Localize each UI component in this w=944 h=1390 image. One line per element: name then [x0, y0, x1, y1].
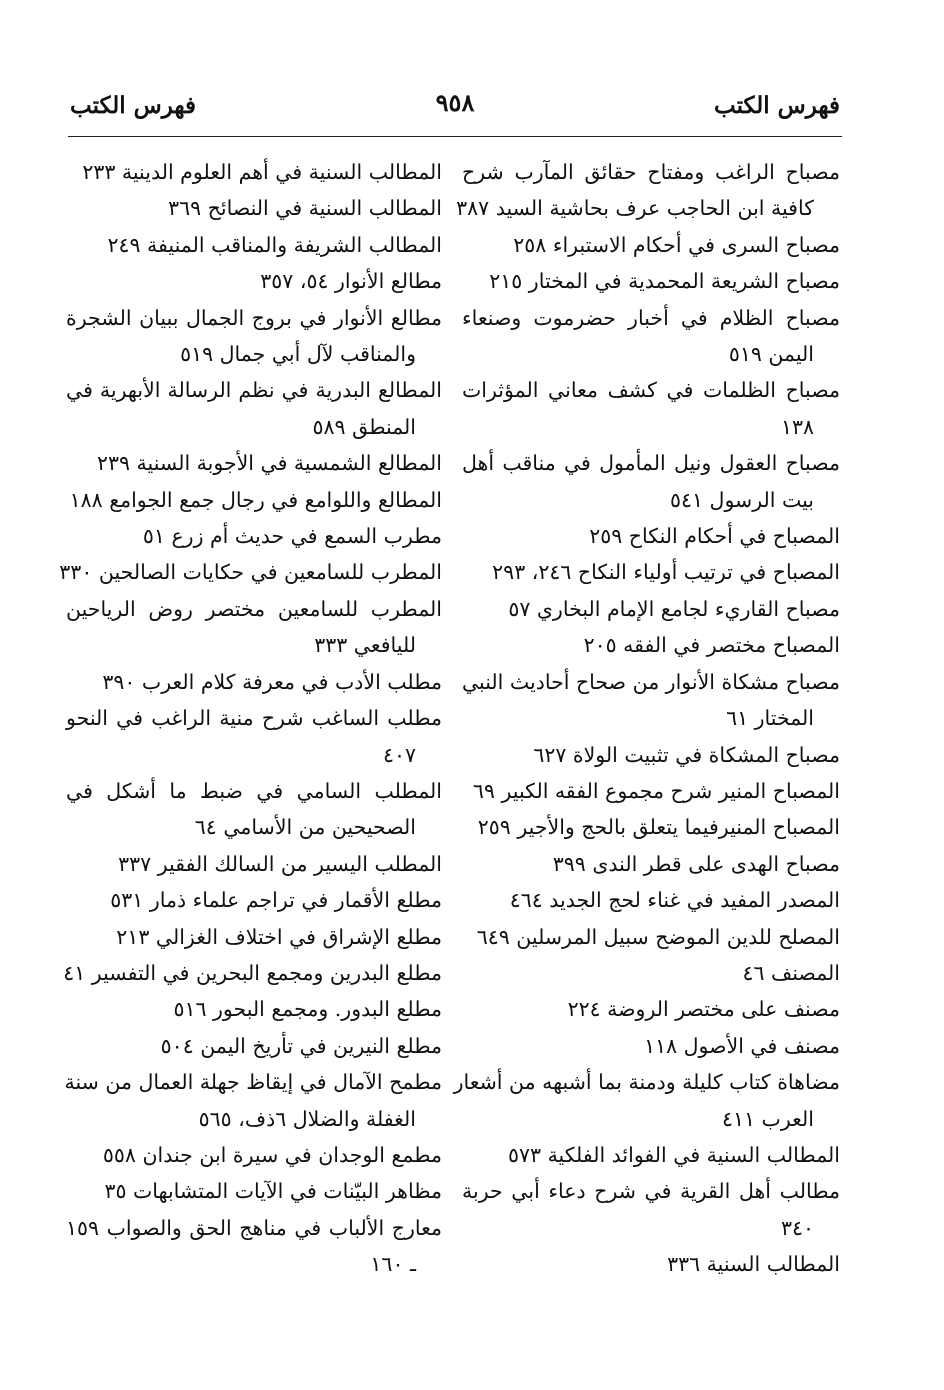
entry-title-line: مطلع البدور. ومجمع البحور ٥١٦ [173, 997, 442, 1022]
index-entry [462, 919, 840, 955]
index-entry [66, 372, 442, 445]
entry-title-line: مطلع الإشراق في اختلاف الغزالي ٢١٣ [116, 924, 442, 949]
entry-title-line: مطلب الأدب في معرفة كلام العرب ٣٩٠ [102, 669, 442, 694]
index-entry [462, 372, 840, 445]
index-entry [462, 882, 840, 918]
entry-title-line: مطالع الأنوار ٥٤، ٣٥٧ [260, 269, 442, 294]
index-entry [462, 991, 840, 1027]
index-entry [66, 482, 442, 518]
index-column-left [59, 154, 442, 1283]
index-entry [453, 1064, 840, 1137]
entry-title-line: مطرب السمع في حديث أم زرع ٥١ [142, 524, 442, 549]
entry-continuation-line: والمناقب لآل أبي جمال ٥١٩ [180, 342, 416, 367]
index-entry [462, 773, 840, 809]
index-entry [462, 263, 840, 299]
entry-title-line: المطرب للسامعين في حكايات الصالحين ٣٣٠ [59, 560, 442, 585]
entry-title-line: مصباح مشكاة الأنوار من صحاح أحاديث النبي [461, 669, 840, 694]
entry-title-line: مطالع الأنوار في بروج الجمال ببيان الشجرة [66, 305, 442, 330]
header-rule [68, 136, 842, 137]
entry-continuation-line: بيت الرسول ٥٤١ [669, 487, 814, 512]
index-entry [63, 955, 442, 991]
index-entry [66, 773, 442, 846]
index-entry [66, 518, 442, 554]
index-entry [66, 591, 442, 664]
index-entry [66, 1173, 442, 1209]
entry-title-line: مصباح الراغب ومفتاح حقائق المآرب شرح [462, 160, 840, 184]
index-entry [66, 263, 442, 299]
entry-title-line: المطالع واللوامع في رجال جمع الجوامع ١٨٨ [69, 487, 442, 512]
index-entry [66, 882, 442, 918]
index-entry [66, 664, 442, 700]
index-entry [66, 1210, 442, 1283]
entry-continuation-line: كافية ابن الحاجب عرف بحاشية السيد ٣٨٧ [456, 196, 814, 221]
index-entry [66, 1028, 442, 1064]
index-entry [462, 518, 840, 554]
entry-continuation-line: الغفلة والضلال ٦ذف، ٥٦٥ [198, 1106, 416, 1131]
entry-title-line: مضاهاة كتاب كليلة ودمنة بما أشبهه من أشعار [453, 1070, 840, 1095]
entry-title-line: مطمح الآمال في إيقاظ جهلة العمال من سنة [64, 1070, 442, 1095]
entry-title-line: مصنف على مختصر الروضة ٢٢٤ [567, 997, 840, 1022]
index-entry [66, 154, 442, 190]
index-entry [66, 300, 442, 373]
index-entry [66, 919, 442, 955]
index-entry [462, 809, 840, 845]
entry-title-line: المصنف ٤٦ [742, 960, 840, 985]
entry-title-line: المطالب السنية ٣٣٦ [667, 1252, 840, 1277]
entry-continuation-line: ـ ١٦٠ [370, 1252, 416, 1277]
entry-title-line: المصلح للدين الموضح سبيل المرسلين ٦٤٩ [476, 924, 840, 949]
entry-title-line: المطلب اليسير من السالك الفقير ٣٣٧ [118, 851, 442, 876]
index-entry [59, 554, 442, 590]
entry-title-line: مطالب أهل القرية في شرح دعاء أبي حربة [462, 1179, 840, 1204]
entry-continuation-line: ١٣٨ [780, 414, 814, 439]
entry-title-line: المطالب السنية في أهم العلوم الدينية ٢٣٣ [82, 160, 442, 184]
entry-continuation-line: اليمن ٥١٩ [728, 342, 814, 367]
index-entry [66, 190, 442, 226]
index-entry [462, 955, 840, 991]
entry-continuation-line: الصحيحين من الأسامي ٦٤ [194, 815, 416, 840]
index-entry [462, 591, 840, 627]
entry-title-line: مصباح الظلام في أخبار حضرموت وصنعاء [462, 305, 840, 330]
entry-title-line: مطلع البدرين ومجمع البحرين في التفسير ٤١ [63, 960, 442, 985]
entry-title-line: المطالب السنية في النصائح ٣٦٩ [168, 196, 442, 221]
index-column-right [453, 154, 840, 1283]
entry-continuation-line: المنطق ٥٨٩ [312, 414, 416, 439]
index-entry [462, 227, 840, 263]
index-entry [66, 227, 442, 263]
entry-title-line: المطالب الشريفة والمناقب المنيفة ٢٤٩ [107, 232, 442, 257]
entry-title-line: مصنف في الأصول ١١٨ [644, 1033, 840, 1058]
index-entry [66, 1137, 442, 1173]
index-entry [462, 1028, 840, 1064]
entry-title-line: مطمع الوجدان في سيرة ابن جندان ٥٥٨ [102, 1142, 442, 1167]
index-entry [462, 300, 840, 373]
entry-continuation-line: المختار ٦١ [726, 706, 814, 731]
entry-title-line: المطلب السامي في ضبط ما أشكل في [66, 778, 442, 803]
index-entry [462, 664, 840, 737]
index-entry [462, 445, 840, 518]
index-entry [462, 846, 840, 882]
page-header [70, 88, 840, 132]
entry-title-line: المطرب للسامعين مختصر روض الرياحين [66, 596, 442, 621]
index-entry [462, 554, 840, 590]
entry-title-line: مصباح المشكاة في تثبيت الولاة ٦٢٧ [533, 742, 840, 767]
entry-title-line: مظاهر البيّنات في الآيات المتشابهات ٣٥ [104, 1179, 442, 1204]
entry-continuation-line: لليافعي ٣٣٣ [314, 633, 416, 658]
entry-title-line: مصباح القاريء لجامع الإمام البخاري ٥٧ [508, 596, 840, 621]
index-entry [462, 627, 840, 663]
entry-title-line: المصباح المنير شرح مجموع الفقه الكبير ٦٩ [472, 778, 840, 803]
entry-title-line: المطالب السنية في الفوائد الفلكية ٥٧٣ [508, 1142, 840, 1167]
entry-title-line: مصباح الهدى على قطر الندى ٣٩٩ [552, 851, 840, 876]
index-entry [66, 991, 442, 1027]
index-entry [456, 154, 840, 227]
entry-title-line: المطالع البدرية في نظم الرسالة الأبهرية في [66, 378, 442, 403]
entry-title-line: مصباح الشريعة المحمدية في المختار ٢١٥ [489, 269, 840, 294]
index-entry [66, 700, 442, 773]
index-entry [462, 1137, 840, 1173]
entry-continuation-line: العرب ٤١١ [721, 1106, 814, 1131]
running-title-right: فهرس الكتب [714, 92, 840, 119]
entry-title-line: مصباح الظلمات في كشف معاني المؤثرات [462, 378, 840, 403]
index-entry [462, 1173, 840, 1246]
entry-title-line: مطلع النيرين في تأريخ اليمن ٥٠٤ [160, 1033, 442, 1058]
index-entry [66, 846, 442, 882]
entry-title-line: المصدر المفيد في غناء لحج الجديد ٤٦٤ [509, 888, 840, 913]
entry-title-line: المصباح في ترتيب أولياء النكاح ٢٤٦، ٢٩٣ [492, 560, 840, 585]
entry-title-line: مطلب الساغب شرح منية الراغب في النحو [66, 706, 442, 731]
entry-continuation-line: ٤٠٧ [382, 742, 416, 767]
entry-title-line: مصباح السرى في أحكام الاستبراء ٢٥٨ [513, 232, 840, 257]
entry-title-line: المطالع الشمسية في الأجوبة السنية ٢٣٩ [96, 451, 442, 476]
entry-title-line: مصباح العقول ونيل المأمول في مناقب أهل [462, 451, 840, 476]
entry-continuation-line: ٣٤٠ [780, 1215, 814, 1240]
entry-title-line: المصباح المنيرفيما يتعلق بالحج والأجير ٢٥٩ [477, 815, 840, 840]
index-entry [66, 445, 442, 481]
index-entry [462, 737, 840, 773]
entry-title-line: المصباح مختصر في الفقه ٢٠٥ [583, 633, 840, 658]
index-entry [66, 1064, 442, 1137]
entry-title-line: المصباح في أحكام النكاح ٢٥٩ [589, 524, 840, 549]
index-entry [462, 1246, 840, 1282]
running-title-left: فهرس الكتب [70, 92, 196, 119]
page-number: ٩٥٨ [435, 88, 475, 117]
entry-title-line: معارج الألباب في مناهج الحق والصواب ١٥٩ [66, 1215, 442, 1240]
entry-title-line: مطلع الأقمار في تراجم علماء ذمار ٥٣١ [110, 888, 442, 913]
